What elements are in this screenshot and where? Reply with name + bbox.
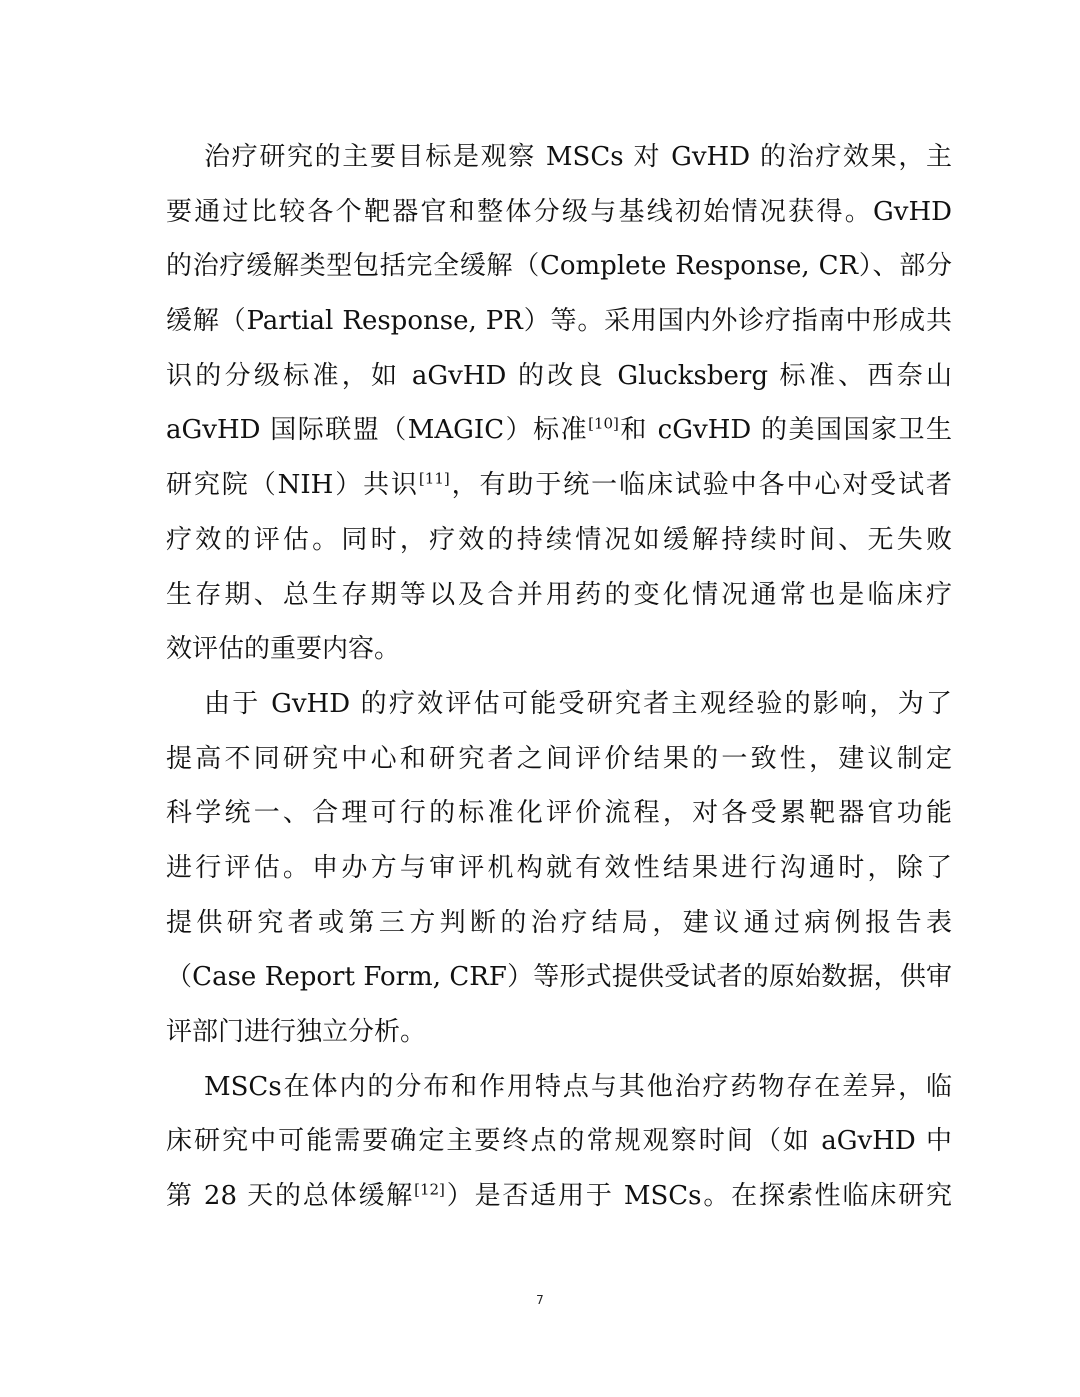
text-line: 缓解（Partial Response, PR）等。采用国内外诊疗指南中形成共 bbox=[166, 306, 952, 337]
text-line: 科学统一、合理可行的标准化评价流程，对各受累靶器官功能 bbox=[166, 798, 952, 829]
text-line: 识的分级标准，如 aGvHD 的改良 Glucksberg 标准、西奈山 bbox=[166, 360, 952, 391]
text-line: aGvHD 国际联盟（MAGIC）标准[10]和 cGvHD 的美国国家卫生 bbox=[166, 414, 952, 446]
text-line: 疗效的评估。同时，疗效的持续情况如缓解持续时间、无失败 bbox=[166, 524, 952, 555]
text-line: MSCs在体内的分布和作用特点与其他治疗药物存在差异，临 bbox=[204, 1071, 952, 1102]
text-line: （Case Report Form, CRF）等形式提供受试者的原始数据，供审 bbox=[166, 962, 952, 993]
text-line: 由于 GvHD 的疗效评估可能受研究者主观经验的影响，为了 bbox=[204, 688, 952, 719]
text-line: 提高不同研究中心和研究者之间评价结果的一致性，建议制定 bbox=[166, 743, 952, 774]
text-line: 评部门进行独立分析。 bbox=[166, 1017, 427, 1047]
text-line: 第 28 天的总体缓解[12]）是否适用于 MSCs。在探索性临床研究 bbox=[166, 1180, 952, 1212]
text-line: 要通过比较各个靶器官和整体分级与基线初始情况获得。GvHD bbox=[166, 196, 952, 227]
text-line: 研究院（NIH）共识[11]，有助于统一临床试验中各中心对受试者 bbox=[166, 469, 952, 501]
text-line: 进行评估。申办方与审评机构就有效性结果进行沟通时，除了 bbox=[166, 852, 952, 883]
body-text bbox=[166, 130, 952, 1224]
text-line: 治疗研究的主要目标是观察 MSCs 对 GvHD 的治疗效果，主 bbox=[204, 142, 952, 172]
text-line: 生存期、总生存期等以及合并用药的变化情况通常也是临床疗 bbox=[166, 579, 952, 610]
text-line: 效评估的重要内容。 bbox=[166, 634, 401, 665]
citation-marker: [11] bbox=[418, 469, 450, 488]
text-line: 的治疗缓解类型包括完全缓解（Complete Response, CR）、部分 bbox=[166, 251, 952, 282]
text-line: 提供研究者或第三方判断的治疗结局，建议通过病例报告表 bbox=[166, 907, 952, 938]
text-line: 床研究中可能需要确定主要终点的常规观察时间（如 aGvHD 中 bbox=[166, 1126, 952, 1157]
page-number: 7 bbox=[536, 1293, 544, 1307]
citation-marker: [10] bbox=[588, 414, 619, 433]
citation-marker: [12] bbox=[414, 1180, 445, 1199]
